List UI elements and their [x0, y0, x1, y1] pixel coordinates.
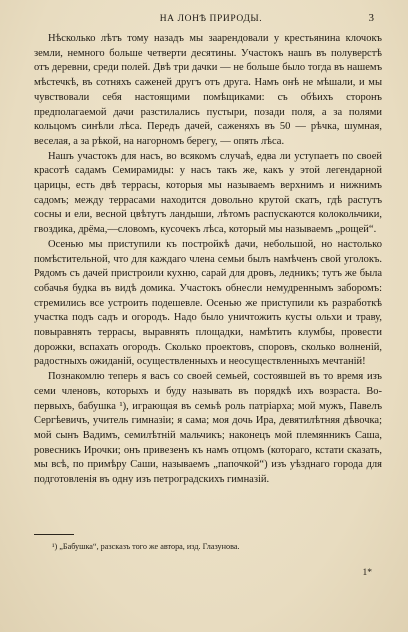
printer-signature-mark: 1* — [362, 568, 372, 578]
footnote-divider — [34, 534, 74, 535]
paragraph: Осенью мы приступили къ постройкѣ дачи, небольшой, но настолько помѣстительной, что для каждаго члена семьи былъ намѣченъ свой уголокъ. Рядомъ съ дачей пристроили кухню, сарай для дровъ, ледникъ; тутъ же была собачья будка въ видѣ домика. Участокъ обнесли немудреннымъ заборомъ: стремились все устроить подешевле. Осенью же приступили къ разработкѣ участка подъ садъ и огородъ. Надо было уничтожить кусты ольхи и траву, повыравнять террасы, выравнять площадки, намѣтить клумбы, провести дорожки, вспахать огородъ. Сколько проектовъ, споровъ, сколько волненій, радостныхъ ожиданій, осуществленныхъ и неосуществленныхъ мечтаній! — [34, 238, 382, 368]
paragraph: Познакомлю теперь я васъ со своей семьей, состоявшей въ то время изъ семи членовъ, которыхъ и буду называть въ порядкѣ ихъ возраста. Во-первыхъ, бабушка ¹), играющая въ семьѣ роль патріарха; мой мужъ, Павелъ Сергѣевичъ, учитель гимназіи; я сама; моя дочь Ира, девятилѣтняя дѣвочка; мой сынъ Вадимъ, семилѣтній мальчикъ; наконецъ мой племянникъ Саша, ровесникъ Ирочки; онъ привезенъ къ намъ отцомъ (котораго, кстати сказать, мы всѣ, по примѣру Саши, называемъ „папочкой“) изъ уѣзднаго города для подготовленія въ одну изъ петроградскихъ гимназій. — [34, 371, 382, 486]
paragraph: Нашъ участокъ для насъ, во всякомъ случаѣ, едва ли уступаетъ по своей красотѣ садамъ Семирамиды: у насъ такъ же, какъ у этой легендарной царицы, есть двѣ террасы, которыя мы называемъ верхнимъ и нижнимъ садомъ; между террасами находится довольно крутой скатъ, гдѣ растутъ сосны и ели, весной цвѣтутъ ландыши, лѣтомъ распускаются колокольчики, гвоздика, дрёма,—словомъ, кусочекъ лѣса, который мы называемъ „рощей“. — [34, 150, 382, 236]
body-text — [34, 32, 382, 488]
running-title: НА ЛОНѢ ПРИРОДЫ. — [159, 14, 263, 24]
paragraph: Нѣсколько лѣтъ тому назадъ мы заарендовали у крестьянина клочокъ земли, немного больше четверти десятины. Участокъ нашъ въ полуверстѣ отъ деревни, среди полей. Двѣ три дачки — не больше было тогда въ нашемъ мѣстечкѣ, въ сотняхъ саженей другъ отъ друга. Намъ онѣ не мѣшали, и мы чувствовали себя настоящими помѣщиками: съ обѣихъ сторонъ предполагаемой дачи разстилались пустыри, позади поля, а за полями кольцомъ синѣли лѣса. Передъ дачей, саженяхъ въ 50 — рѣчка, шумная, веселая, а за рѣкой, на нагорномъ берегу, — опять лѣса. — [34, 33, 382, 147]
footnote: ¹) „Бабушка“, разсказъ того же автора, изд. Глазунова. — [52, 542, 240, 551]
page-number: 3 — [368, 12, 374, 24]
